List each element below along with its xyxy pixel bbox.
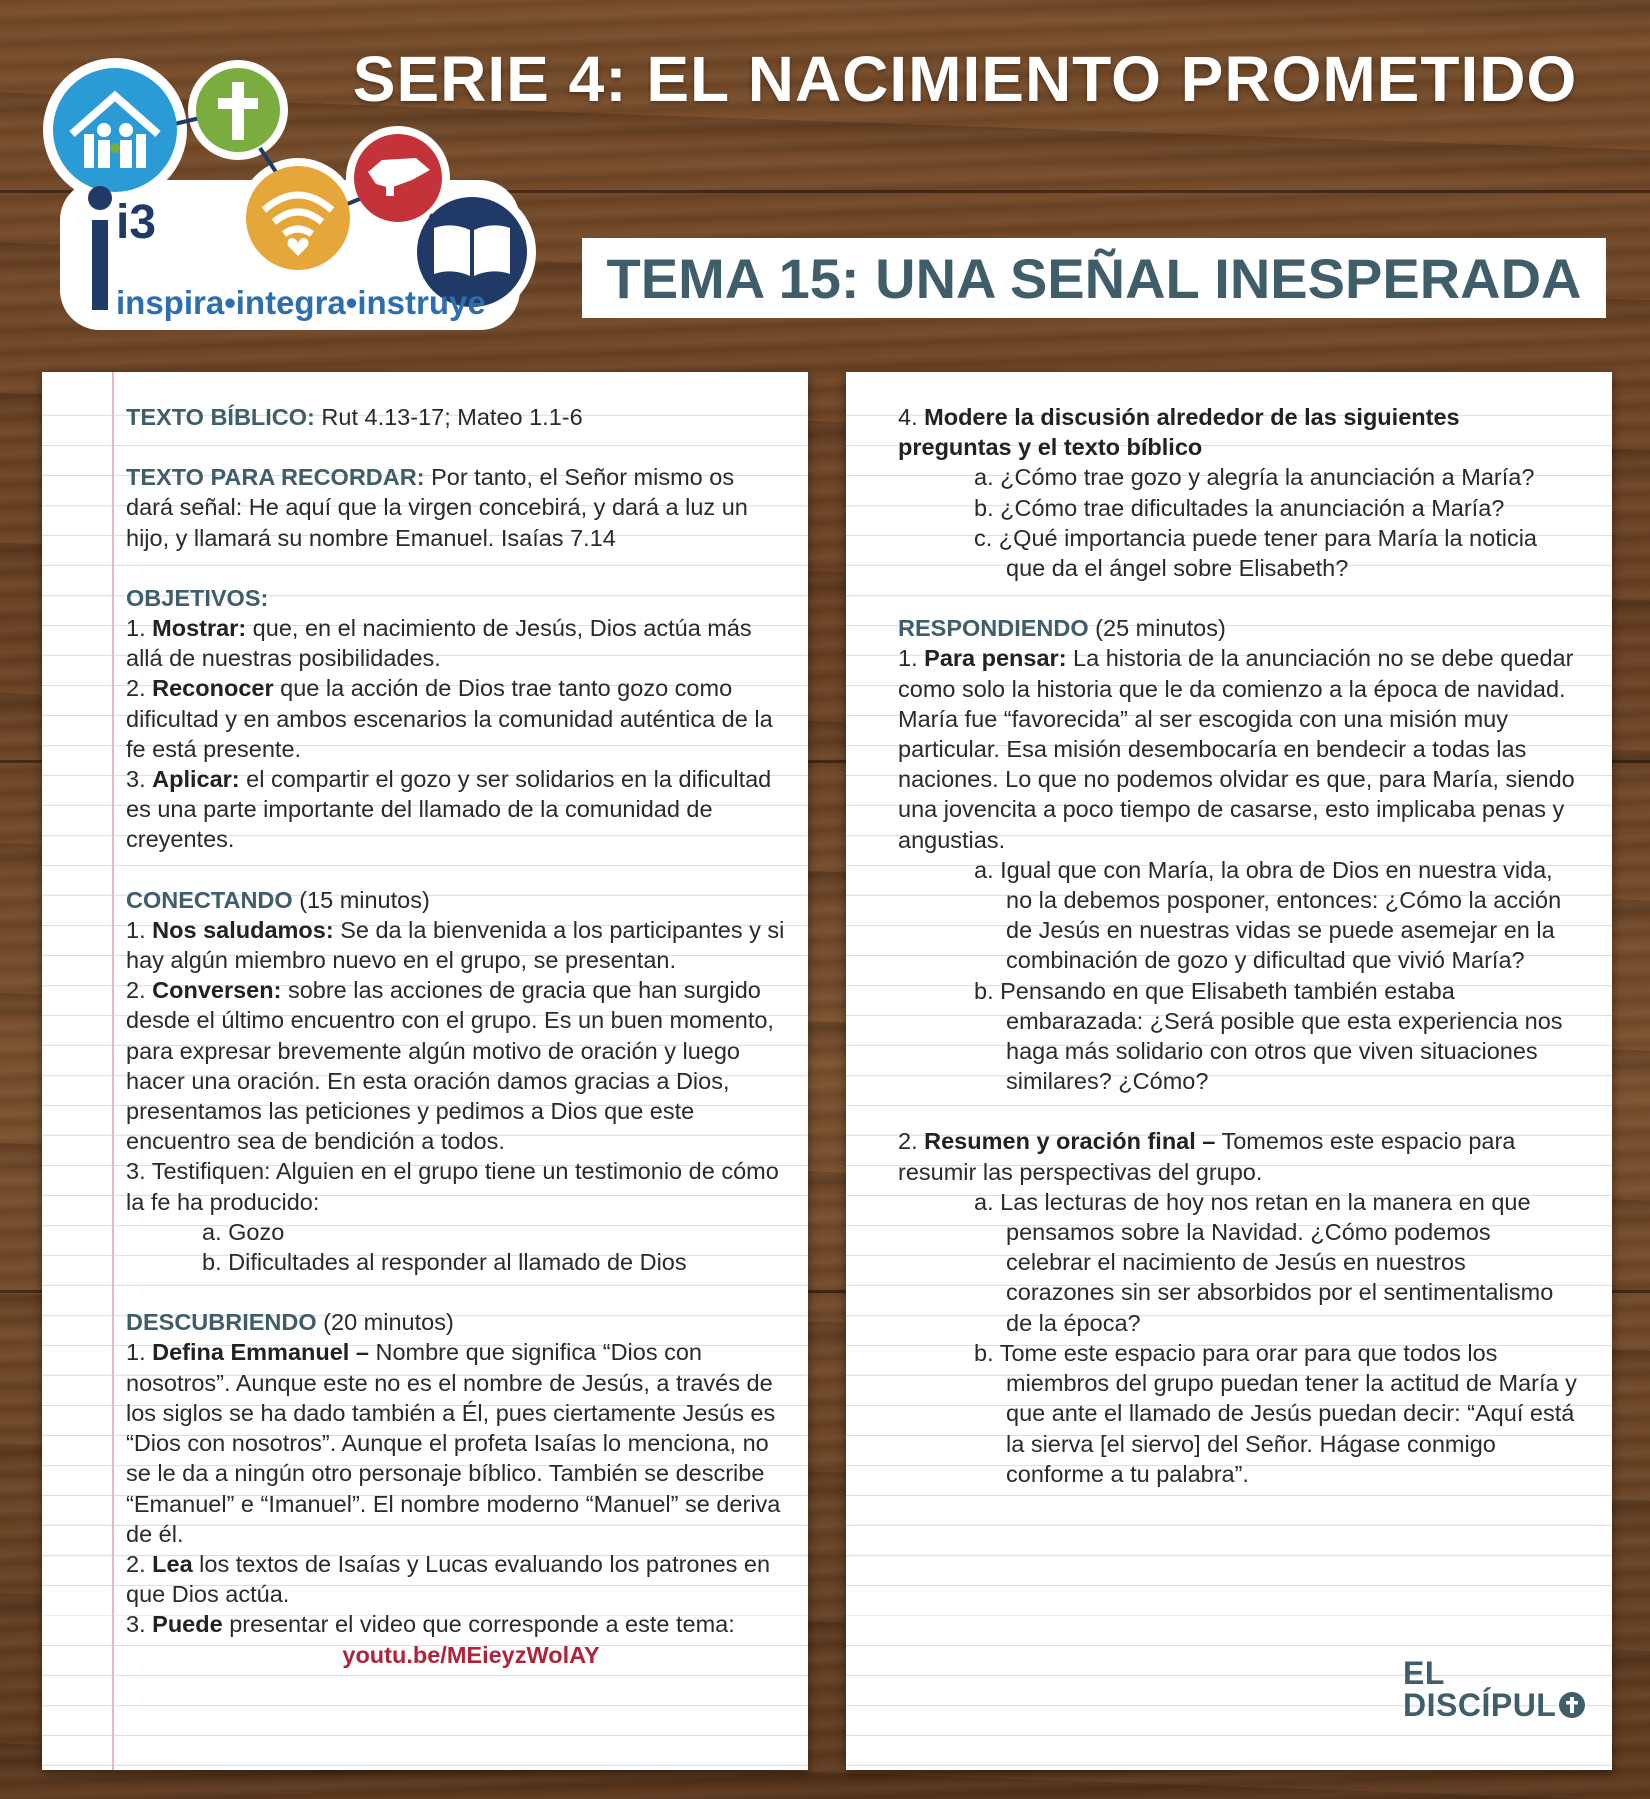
page-margin-line — [112, 372, 114, 1770]
texto-recordar: TEXTO PARA RECORDAR: Por tanto, el Señor mismo os dará señal: He aquí que la virgen concebirá, y dará a luz un hijo, y llamará su nombre Emanuel. Isaías 7.14 — [126, 464, 748, 551]
left-column — [126, 402, 786, 1670]
conectando-item: 3. Testifiquen: Alguien en el grupo tiene un testimonio de cómo la fe ha producido: — [126, 1158, 779, 1215]
objetivo-item: 3. Aplicar: el compartir el gozo y ser solidarios en la dificultad es una parte importante del llamado de la comunidad de creyentes. — [126, 766, 772, 853]
cross-circle-icon — [1558, 1691, 1586, 1719]
resumen-subitem: a. Las lecturas de hoy nos retan en la manera en que pensamos sobre la Navidad. ¿Cómo podemos celebrar el nacimiento de Jesús en nuestros corazones sin ser absorbidos por el sentimentalismo de la época? — [974, 1188, 1554, 1336]
descubriendo-item: 3. Puede presentar el video que corresponde a este tema: — [126, 1611, 735, 1638]
logo-tagline: inspira•integra•instruye — [116, 284, 486, 321]
tema-title: TEMA 15: UNA SEÑAL INESPERADA — [606, 246, 1582, 310]
discusion-subitem: c. ¿Qué importancia puede tener para María la noticia que da el ángel sobre Elisabeth? — [974, 524, 1537, 582]
series-title: SERIE 4: EL NACIMIENTO PROMETIDO — [352, 43, 1578, 115]
respondiendo-item: 1. Para pensar: La historia de la anunciación no se debe quedar como solo la historia que le da comienzo a la época de navidad. María fue “favorecida” al ser escogida con una misión muy particular. Esa misión desembocaría en bendecir a todas las naciones. Lo que no podemos olvidar es que, para María, siendo una jovencita a poco tiempo de casarse, esto implicaba penas y angustias. — [898, 645, 1575, 853]
texto-biblico: TEXTO BÍBLICO: Rut 4.13-17; Mateo 1.1-6 — [126, 404, 583, 430]
right-column — [898, 402, 1578, 1489]
resumen-subitem: b. Tome este espacio para orar para que todos los miembros del grupo puedan tener la actitud de María y que ante el llamado de Jesús puedan decir: “Aquí está la sierva [el siervo] del Señor. Hágase conmigo conforme a tu palabra”. — [974, 1339, 1577, 1487]
descubriendo-item: 2. Lea los textos de Isaías y Lucas evaluando los patrones en que Dios actúa. — [126, 1550, 771, 1608]
descubriendo-item: 1. Defina Emmanuel – Nombre que significa “Dios con nosotros”. Aunque este no es el nombre de Jesús, a través de los siglos se ha dado también a Él, pues ciertamente Jesús es “Dios con nosotros”. Aunque el profeta Isaías lo menciona, no se le da a ningún otro personaje bíblico. También se describe “Emanuel” e “Imanuel”. El nombre moderno “Manuel” se deriva de él. — [126, 1339, 781, 1547]
resumen-item: 2. Resumen y oración final – Tomemos este espacio para resumir las perspectivas del grupo. — [898, 1128, 1516, 1185]
conectando-item: 2. Conversen: sobre las acciones de gracia que han surgido desde el último encuentro con el grupo. Es un buen momento, para expresar brevemente algún motivo de oración y luego hacer una oración. En esta oración damos gracias a Dios, presentamos las peticiones y pedimos a Dios que este encuentro sea de bendición a todos. — [126, 977, 774, 1155]
discusion-subitem: a. ¿Cómo trae gozo y alegría la anunciación a María? — [974, 464, 1535, 491]
logo-mark: i3 — [116, 196, 157, 249]
conectando-subitem: b. Dificultades al responder al llamado de Dios — [202, 1249, 687, 1276]
objetivos-heading: OBJETIVOS: — [126, 584, 269, 611]
discusion-item: 4. Modere la discusión alrededor de las siguientes preguntas y el texto bíblico — [898, 404, 1460, 461]
el-discipulo-logo — [1403, 1657, 1586, 1721]
respondiendo-subitem: a. Igual que con María, la obra de Dios en nuestra vida, no la debemos posponer, entonces: ¿Cómo la acción de Jesús en nuestras vidas se puede asemejar en la combinación de gozo y dificultad que vivió María? — [974, 856, 1562, 974]
brand-line2: DISCÍPUL — [1403, 1689, 1586, 1721]
family-icon — [53, 68, 177, 192]
discusion-subitem: b. ¿Cómo trae dificultades la anunciación a María? — [974, 494, 1505, 521]
tema-banner — [582, 238, 1606, 318]
wifi-heart-icon — [246, 166, 350, 270]
video-link[interactable]: youtu.be/MEieyzWolAY — [342, 1641, 600, 1668]
cross-icon — [196, 68, 280, 152]
objetivo-item: 2. Reconocer que la acción de Dios trae tanto gozo como dificultad y en ambos escenarios la comunidad auténtica de la fe está presente. — [126, 675, 773, 762]
map-icon — [354, 134, 442, 222]
respondiendo-subitem: b. Pensando en que Elisabeth también estaba embarazada: ¿Será posible que esta experiencia nos haga más solidario con otros que viven situaciones similares? ¿Cómo? — [974, 977, 1563, 1095]
conectando-subitem: a. Gozo — [202, 1218, 285, 1245]
conectando-item: 1. Nos saludamos: Se da la bienvenida a los participantes y si hay algún miembro nuevo en el grupo, se presentan. — [126, 916, 785, 974]
objetivo-item: 1. Mostrar: que, en el nacimiento de Jesús, Dios actúa más allá de nuestras posibilidades. — [126, 615, 752, 672]
brand-line1: EL — [1403, 1655, 1445, 1691]
conectando-heading: CONECTANDO (15 minutos) — [126, 886, 430, 913]
descubriendo-heading: DESCUBRIENDO (20 minutos) — [126, 1309, 454, 1336]
respondiendo-heading: RESPONDIENDO (25 minutos) — [898, 615, 1226, 642]
